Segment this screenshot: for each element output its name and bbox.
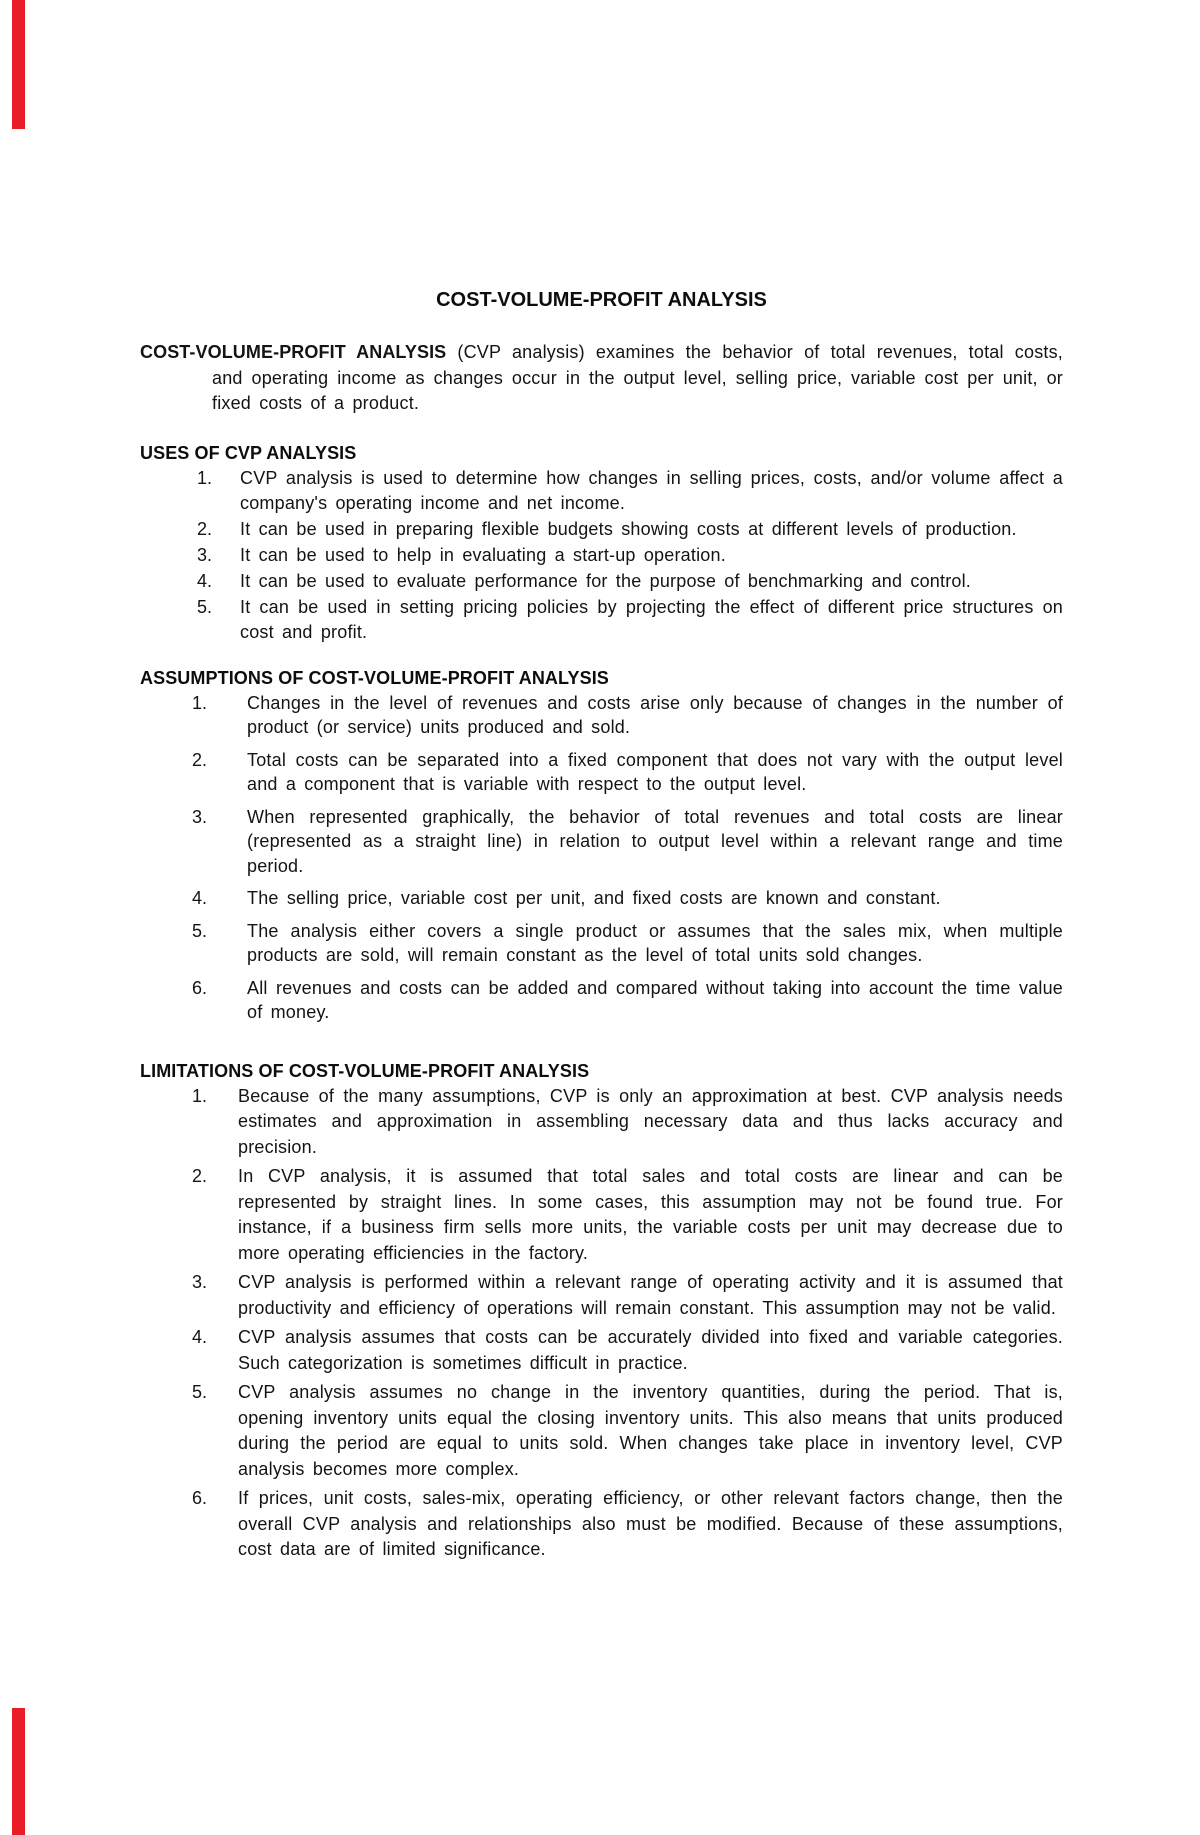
- list-item: [140, 1325, 1063, 1376]
- list-item-text: CVP analysis is used to determine how changes in selling prices, costs, and/or volume affect a company's operating income and net income.: [240, 467, 1063, 513]
- red-margin-mark-bottom: [12, 1708, 25, 1835]
- list-item-number: 4.: [197, 570, 213, 591]
- list-item-text: It can be used to evaluate performance for the purpose of benchmarking and control.: [240, 570, 972, 591]
- list-item-number: 3.: [192, 1272, 208, 1292]
- list-item-number: 5.: [192, 1382, 208, 1402]
- list-item: [140, 1270, 1063, 1321]
- list-item-text: Because of the many assumptions, CVP is only an approximation at best. CVP analysis needs estimates and approximation in assembling necessary data and thus lacks accuracy and precision.: [238, 1085, 1063, 1157]
- list-item-number: 4.: [192, 1327, 208, 1347]
- intro-paragraph: [140, 340, 1063, 417]
- list-item: [140, 569, 1063, 594]
- intro-lead-bold: COST-VOLUME-PROFIT ANALYSIS: [140, 342, 447, 362]
- list-item-number: 5.: [192, 920, 208, 941]
- list-item-text: CVP analysis is performed within a relevant range of operating activity and it is assumed that productivity and efficiency of operations will remain constant. This assumption may not be valid.: [238, 1272, 1063, 1318]
- list-item-number: 1.: [197, 467, 213, 488]
- section-heading-assumptions: ASSUMPTIONS OF COST-VOLUME-PROFIT ANALYSIS: [140, 667, 609, 688]
- list-item-text: CVP analysis assumes that costs can be accurately divided into fixed and variable categories. Such categorization is sometimes difficult in practice.: [238, 1327, 1063, 1373]
- list-item-text: If prices, unit costs, sales-mix, operating efficiency, or other relevant factors change, then the overall CVP analysis and relationships also must be modified. Because of these assumptions, cost data are of limited significance.: [238, 1488, 1063, 1559]
- list-item: [140, 466, 1063, 516]
- section-assumptions: [140, 666, 1063, 1025]
- list-item-number: 2.: [192, 1166, 208, 1186]
- intro-rest-text: (CVP analysis) examines the behavior of total revenues, total costs, and operating income as changes occur in the output level, selling price, variable cost per unit, or fixed costs of a product.: [212, 342, 1063, 413]
- list-item-number: 1.: [192, 1085, 208, 1106]
- list-item: [140, 1164, 1063, 1266]
- uses-list: [140, 466, 1063, 645]
- list-item-text: The selling price, variable cost per unit, and fixed costs are known and constant.: [247, 888, 941, 908]
- list-item-text: When represented graphically, the behavior of total revenues and total costs are linear (represented as a straight line) in relation to output level within a relevant range and time period.: [247, 806, 1063, 876]
- list-item: [140, 976, 1063, 1025]
- list-item-number: 3.: [197, 544, 213, 565]
- section-uses: [140, 441, 1063, 645]
- list-item: [140, 691, 1063, 740]
- list-item: [140, 1084, 1063, 1161]
- list-item: [140, 886, 1063, 911]
- list-item: [140, 748, 1063, 797]
- list-item: [140, 1486, 1063, 1563]
- list-item: [140, 805, 1063, 879]
- list-item-text: It can be used in setting pricing policies by projecting the effect of different price structures on cost and profit.: [240, 596, 1063, 642]
- list-item: [140, 517, 1063, 542]
- list-item-text: Changes in the level of revenues and costs arise only because of changes in the number of product (or service) units produced and sold.: [247, 692, 1063, 737]
- list-item: [140, 595, 1063, 645]
- list-item-number: 4.: [192, 888, 208, 908]
- list-item-number: 6.: [192, 977, 208, 998]
- list-item-text: Total costs can be separated into a fixed component that does not vary with the output level and a component that is variable with respect to the output level.: [247, 749, 1063, 794]
- list-item-number: 2.: [192, 749, 208, 770]
- page-title: COST-VOLUME-PROFIT ANALYSIS: [436, 289, 767, 311]
- list-item-number: 2.: [197, 518, 213, 539]
- list-item: [140, 919, 1063, 968]
- list-item-text: It can be used to help in evaluating a start-up operation.: [240, 544, 726, 565]
- list-item-text: CVP analysis assumes no change in the inventory quantities, during the period. That is, opening inventory units equal the closing inventory units. This also means that units produced during the period are equal to units sold. When changes take place in inventory level, CVP analysis becomes more complex.: [238, 1382, 1063, 1479]
- limitations-list: [140, 1084, 1063, 1563]
- section-heading-uses: USES OF CVP ANALYSIS: [140, 442, 357, 463]
- section-heading-limitations: LIMITATIONS OF COST-VOLUME-PROFIT ANALYSIS: [140, 1060, 590, 1081]
- section-limitations: [140, 1059, 1063, 1563]
- list-item-text: All revenues and costs can be added and compared without taking into account the time value of money.: [247, 977, 1063, 1022]
- list-item-number: 1.: [192, 692, 208, 713]
- list-item: [140, 1380, 1063, 1482]
- list-item-text: The analysis either covers a single product or assumes that the sales mix, when multiple products are sold, will remain constant as the level of total units sold changes.: [247, 920, 1063, 965]
- list-item: [140, 543, 1063, 568]
- list-item-number: 5.: [197, 596, 213, 617]
- list-item-text: It can be used in preparing flexible budgets showing costs at different levels of production.: [240, 518, 1017, 539]
- list-item-number: 6.: [192, 1488, 208, 1508]
- list-item-text: In CVP analysis, it is assumed that total sales and total costs are linear and can be represented by straight lines. In some cases, this assumption may not be found true. For instance, if a business firm sells more units, the variable costs per unit may decrease due to more operating efficiencies in the factory.: [238, 1166, 1063, 1263]
- assumptions-list: [140, 691, 1063, 1025]
- document-content: [140, 288, 1063, 1567]
- list-item-number: 3.: [192, 806, 208, 827]
- red-margin-mark-top: [12, 0, 25, 129]
